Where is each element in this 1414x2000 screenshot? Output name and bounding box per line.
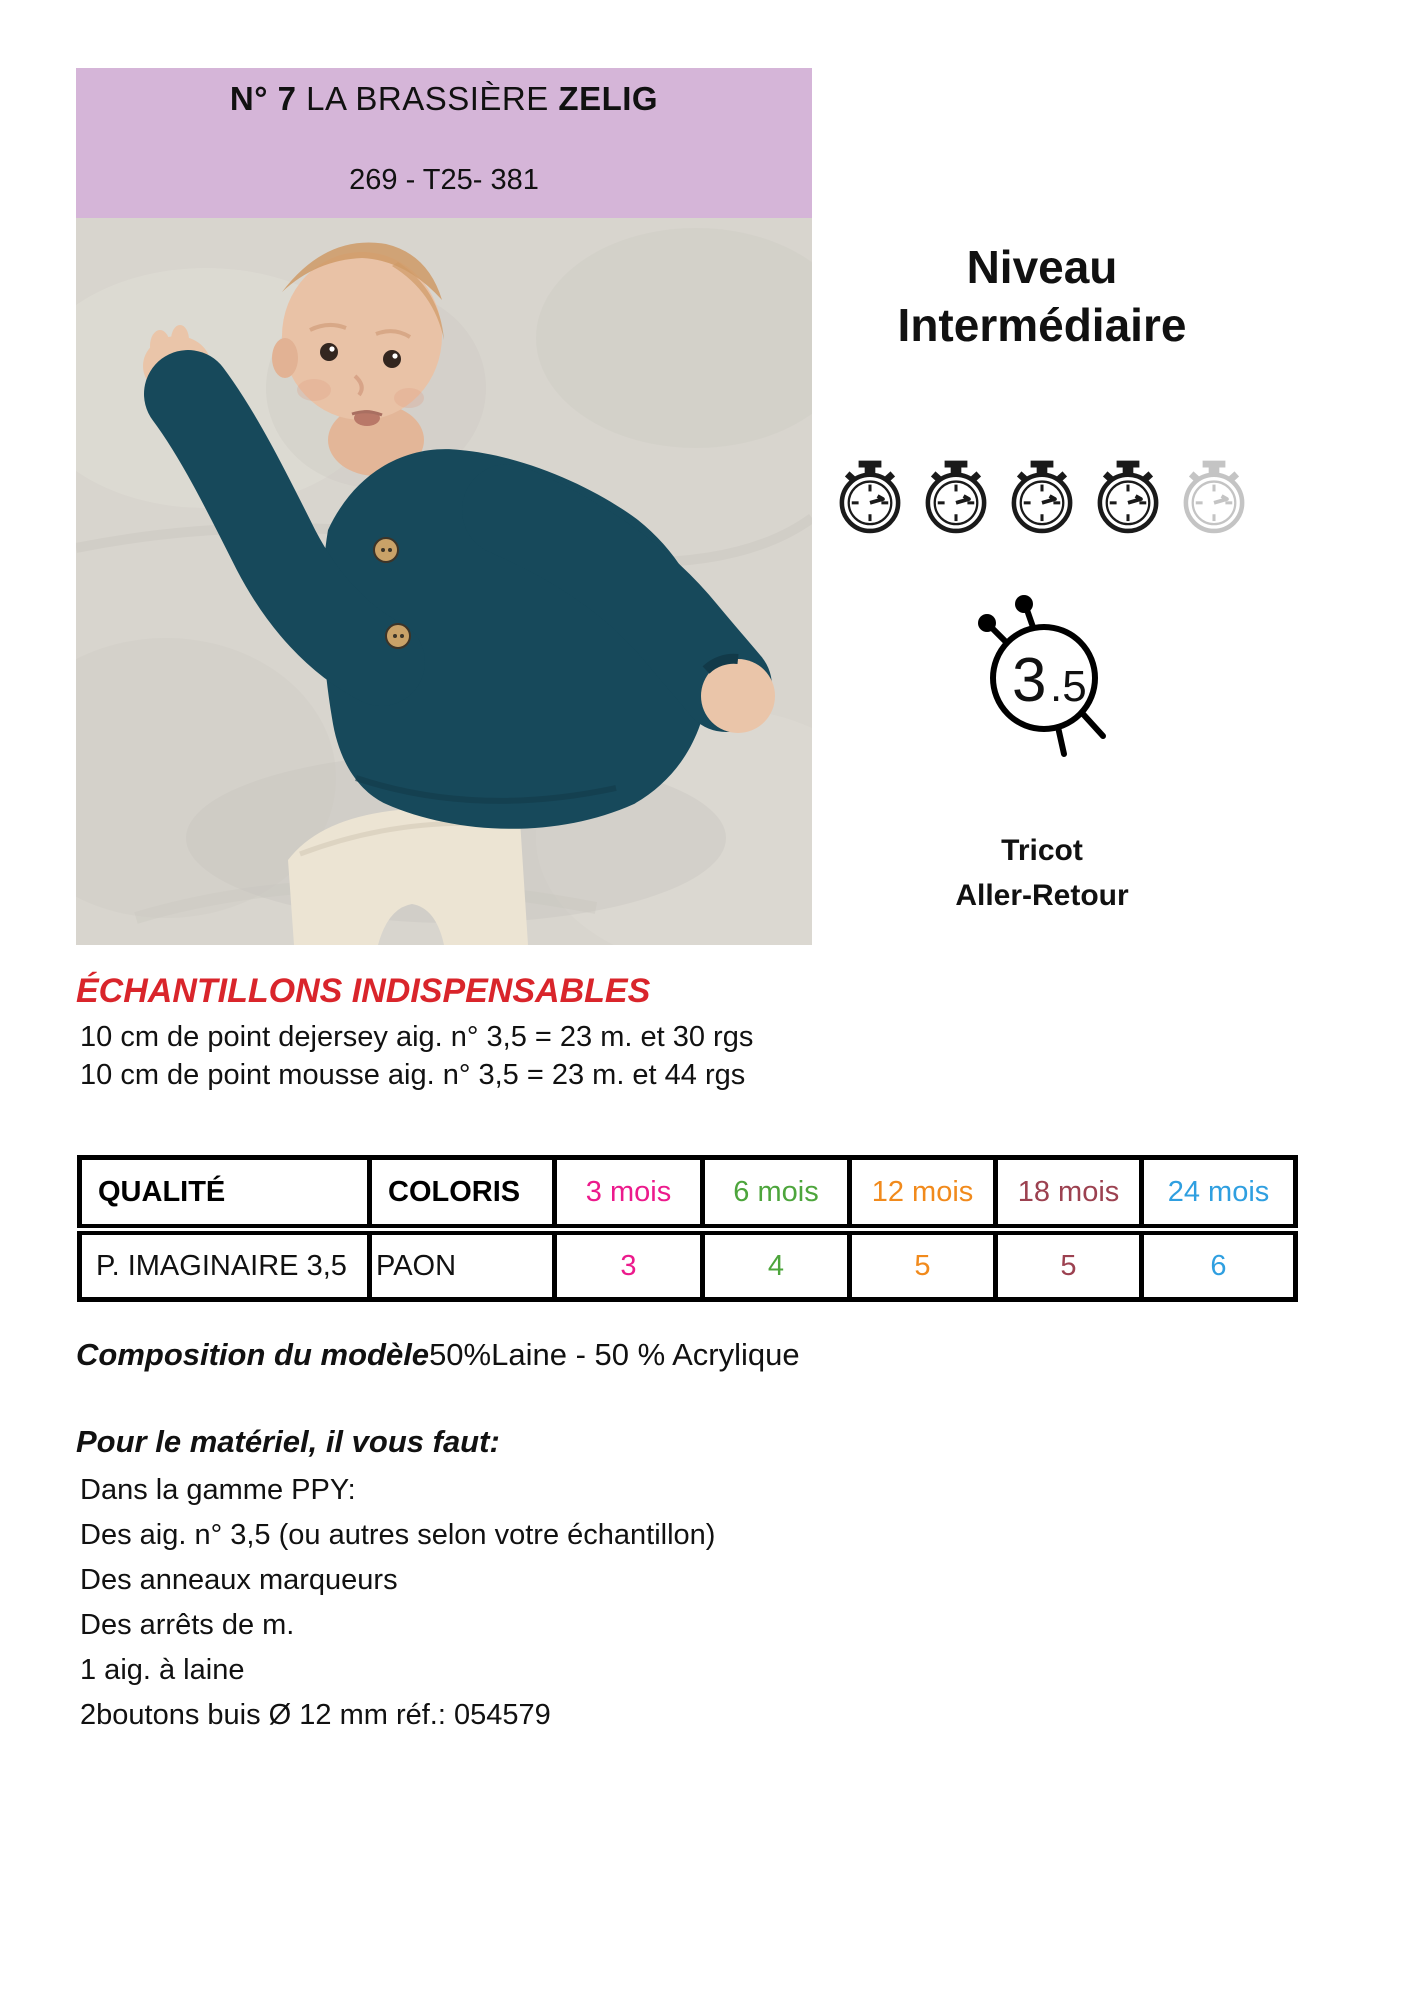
material-item: 1 aig. à laine [80,1654,245,1686]
composition-label: Composition du modèle [76,1337,430,1372]
model-photo [76,218,812,945]
material-item: Des arrêts de m. [80,1609,295,1641]
technique-line1: Tricot [1001,834,1083,867]
cell-qty-12mois: 5 [850,1230,996,1300]
baby-photo-illustration [76,218,812,945]
cell-qualite [80,1230,370,1300]
level-line1: Niveau [966,241,1118,293]
material-item: Dans la gamme PPY: [80,1474,356,1506]
size-table [77,1155,1298,1302]
level-line2: Intermédiaire [897,299,1187,351]
sample-line-mousse: 10 cm de point mousse aig. n° 3,5 = 23 m. et 44 rgs [80,1059,746,1091]
samples-lines [80,1018,753,1094]
level-heading [812,238,1272,354]
col-header-24mois: 24 mois [1142,1158,1296,1230]
pattern-name: ZELIG [558,80,659,117]
knitting-needle-gauge-icon [957,586,1127,762]
material-item: Des aig. n° 3,5 (ou autres selon votre échantillon) [80,1519,716,1551]
col-header-coloris: COLORIS [370,1158,555,1230]
cell-qty-24mois: 6 [1142,1230,1296,1300]
material-item: Des anneaux marqueurs [80,1564,398,1596]
composition-value: 50%Laine - 50 % Acrylique [429,1337,800,1372]
technique-label [812,828,1272,918]
needle-size-badge [812,586,1272,767]
difficulty-stopwatch-icon [1004,458,1080,534]
col-header-qualite: QUALITÉ [80,1158,370,1230]
col-header-3mois: 3 mois [555,1158,703,1230]
difficulty-stopwatch-icon [832,458,908,534]
materials-heading: Pour le matériel, il vous faut: [76,1424,500,1459]
size-table-header-row [80,1158,1296,1230]
col-header-18mois: 18 mois [996,1158,1142,1230]
difficulty-stopwatch-icon [1090,458,1166,534]
composition-line [76,1337,800,1373]
pattern-number: N° 7 [229,80,297,117]
needle-size-whole: 3 [1012,646,1047,715]
yarn-name: P. IMAGINAIRE 3,5 [96,1249,347,1282]
size-table-data-row [80,1230,1296,1300]
material-item: 2boutons buis Ø 12 mm réf.: 054579 [80,1699,551,1731]
col-header-6mois: 6 mois [703,1158,850,1230]
needle-size-fraction: .5 [1050,662,1087,711]
samples-heading: ÉCHANTILLONS INDISPENSABLES [76,972,651,1010]
cell-qty-3mois: 3 [555,1230,703,1300]
cell-qty-18mois: 5 [996,1230,1142,1300]
cell-coloris: PAON [370,1230,555,1300]
difficulty-stopwatch-icon [1176,458,1252,534]
pattern-banner [76,68,812,218]
difficulty-rating [812,458,1272,534]
pattern-reference: 269 - T25- 381 [349,164,539,196]
cell-qty-6mois: 4 [703,1230,850,1300]
technique-line2: Aller-Retour [955,879,1129,912]
pattern-title [76,80,812,118]
sample-line-jersey: 10 cm de point dejersey aig. n° 3,5 = 23 m. et 30 rgs [80,1021,754,1053]
pattern-kind: LA BRASSIÈRE [296,80,559,117]
materials-list [80,1468,715,1738]
difficulty-stopwatch-icon [918,458,994,534]
col-header-12mois: 12 mois [850,1158,996,1230]
